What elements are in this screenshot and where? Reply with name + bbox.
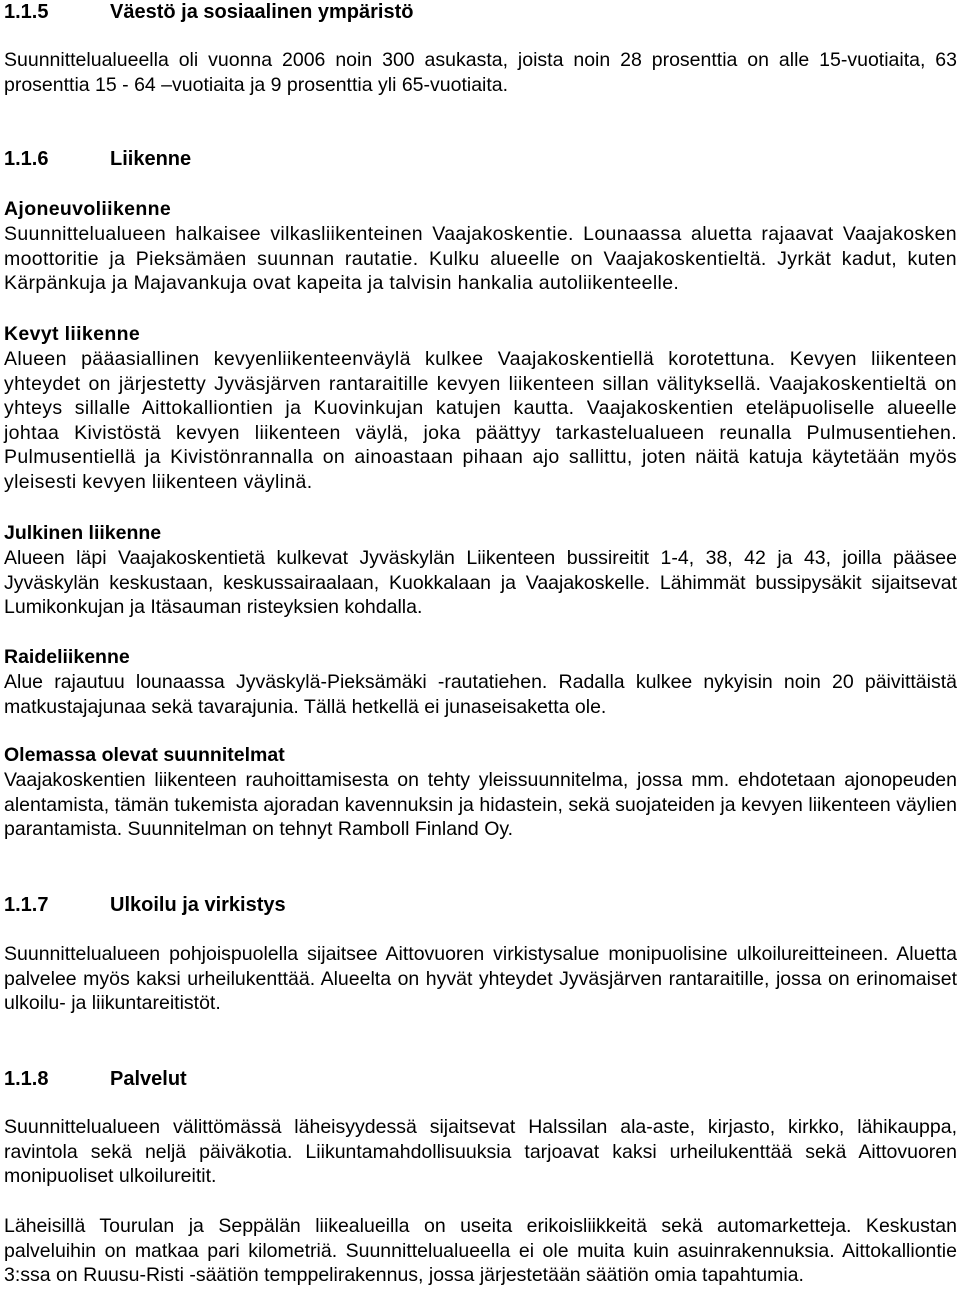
subheading-kevyt-liikenne: Kevyt liikenne: [4, 323, 141, 345]
section-title: Ulkoilu ja virkistys: [110, 894, 286, 916]
population-paragraph: Suunnittelualueella oli vuonna 2006 noin 300 asukasta, joista noin 28 prosenttia on alle 15-vuotiaita, 63 prosenttia 15 - 64 –vuotiaita ja 9 prosenttia yli 65-vuotiaita.: [4, 49, 957, 96]
section-heading-1-1-7: [4, 893, 957, 917]
recreation-paragraph: Suunnittelualueen pohjoispuolella sijaitsee Aittovuoren virkistysalue monipuolisine ulkoilureitteineen. Aluetta palvelee myös kaksi urheilukenttää. Alueelta on hyvät yhteydet Jyväsjärven rantaraitille, jossa on erinomaiset ulkoilu- ja liikuntareitistöt.: [4, 943, 957, 1014]
section-heading-1-1-8: [4, 1067, 957, 1091]
services-paragraph-1: Suunnittelualueen välittömässä läheisyydessä sijaitsevat Halssilan ala-aste, kirjasto, kirkko, lähikauppa, ravintola sekä neljä päiväkotia. Liikuntamahdollisuuksia tarjoavat kaksi urheilukenttää sekä Aittovuoren monipuoliset ulkoilureitit.: [4, 1116, 957, 1187]
subheading-raideliikenne: Raideliikenne: [4, 646, 130, 668]
light-traffic-paragraph: Alueen pääasiallinen kevyenliikenteenväylä kulkee Vaajakoskentiellä korotettuna. Kevyen liikenteen yhteydet on järjestetty Jyväsjärven rantaraitille kevyen liikenteen sillan välityksellä. Vaajakoskentieltä on yhteys sillalle Aittokalliontien ja Kuovinkujan katujen kautta. Vaajakoskentien eteläpuoliselle alueelle johtaa Kivistöstä kevyen liikenteen väylä, joka päättyy tarkastelualueen reunalla Pulmusentiehen. Pulmusentiellä ja Kivistönrannalla on ainoastaan pihaan ajo sallittu, joten näitä katuja käytetään myös yleisesti kevyen liikenteen väylinä.: [4, 348, 957, 493]
vehicle-traffic-paragraph: Suunnittelualueen halkaisee vilkasliikenteinen Vaajakoskentie. Lounaassa aluetta rajaavat Vaajakosken moottoritie ja Pieksämäen suunnan rautatie. Kulku alueelle on Vaajakoskentieltä. Jyrkät kadut, kuten Kärpänkuja ja Majavankuja ovat kapeita ja talvisin hankalia autoliikenteelle.: [4, 223, 957, 294]
section-number: 1.1.6: [4, 148, 49, 170]
section-heading-1-1-6: [4, 147, 957, 171]
existing-plans-paragraph: Vaajakoskentien liikenteen rauhoittamisesta on tehty yleissuunnitelma, jossa mm. ehdotetaan ajonopeuden alentamista, tämän tukemista ajoradan kavennuksin ja hidastein, sekä suojateiden ja kevyen liikenteen väylien parantamista. Suunnitelman on tehnyt Ramboll Finland Oy.: [4, 769, 957, 840]
subheading-ajoneuvoliikenne: Ajoneuvoliikenne: [4, 198, 172, 220]
subheading-olemassa-olevat-suunnitelmat: Olemassa olevat suunnitelmat: [4, 744, 285, 766]
section-title: Väestö ja sosiaalinen ympäristö: [110, 1, 414, 23]
rail-traffic-paragraph: Alue rajautuu lounaassa Jyväskylä-Pieksämäki -rautatiehen. Radalla kulkee nykyisin noin 20 päivittäistä matkustajajunaa sekä tavarajunia. Tällä hetkellä ei junaseisaketta ole.: [4, 671, 957, 718]
services-paragraph-2: Läheisillä Tourulan ja Seppälän liikealueilla on useita erikoisliikkeitä sekä automarketteja. Keskustan palveluihin on matkaa pari kilometriä. Suunnittelualueella ei ole muita kuin asuinrakennuksia. Aittokalliontie 3:ssa on Ruusu-Risti -säätiön temppelirakennus, jossa järjestetään säätiön omia tapahtumia.: [4, 1215, 957, 1286]
section-number: 1.1.5: [4, 1, 49, 23]
subheading-julkinen-liikenne: Julkinen liikenne: [4, 522, 162, 544]
public-transport-paragraph: Alueen läpi Vaajakoskentietä kulkevat Jyväskylän Liikenteen bussireitit 1-4, 38, 42 ja 43, joilla pääsee Jyväskylän keskustaan, keskussairaalaan, Kuokkalaan ja Vaajakoskelle. Lähimmät bussipysäkit sijaitsevat Lumikonkujan ja Itäsauman risteyksien kohdalla.: [4, 547, 957, 618]
section-heading-1-1-5: [4, 0, 957, 24]
section-title: Palvelut: [110, 1068, 187, 1090]
section-number: 1.1.7: [4, 894, 49, 916]
section-title: Liikenne: [110, 148, 192, 170]
section-number: 1.1.8: [4, 1068, 49, 1090]
